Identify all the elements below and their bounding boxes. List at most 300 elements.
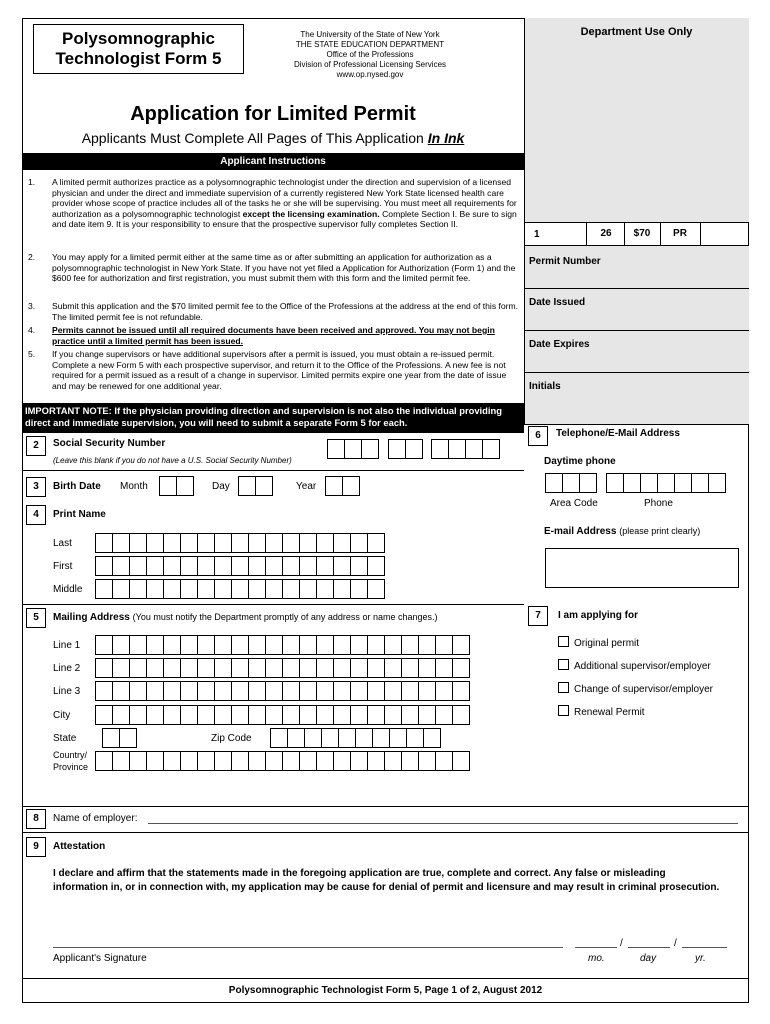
char-cell[interactable] — [401, 635, 419, 655]
char-cell[interactable] — [623, 473, 641, 493]
char-cell[interactable] — [282, 705, 300, 725]
char-cell[interactable] — [333, 579, 351, 599]
char-cell[interactable] — [248, 556, 266, 576]
char-cell[interactable] — [129, 579, 147, 599]
char-cell[interactable] — [180, 705, 198, 725]
char-cell[interactable] — [129, 533, 147, 553]
instruction-number: 2. — [28, 252, 36, 262]
char-cell[interactable] — [367, 533, 385, 553]
char-cell[interactable] — [146, 705, 164, 725]
char-cell[interactable] — [180, 556, 198, 576]
char-cell[interactable] — [163, 533, 181, 553]
char-cell[interactable] — [338, 728, 356, 748]
char-cell[interactable] — [579, 473, 597, 493]
char-cell[interactable] — [418, 705, 436, 725]
char-cell[interactable] — [304, 728, 322, 748]
char-cell[interactable] — [389, 728, 407, 748]
char-cell[interactable] — [265, 681, 283, 701]
department-use-title: Department Use Only — [580, 26, 693, 38]
middle-name-label: Middle — [53, 584, 83, 595]
char-cell[interactable] — [448, 439, 466, 459]
instruction-2 — [28, 252, 522, 284]
char-cell[interactable] — [282, 579, 300, 599]
char-cell[interactable] — [248, 579, 266, 599]
char-cell[interactable] — [265, 579, 283, 599]
char-cell[interactable] — [265, 635, 283, 655]
day-label: Day — [212, 481, 230, 492]
char-cell[interactable] — [159, 476, 177, 496]
char-cell[interactable] — [129, 658, 147, 678]
char-cell[interactable] — [214, 751, 232, 771]
divider — [624, 222, 625, 246]
office-name: Office of the Professions — [326, 50, 414, 59]
char-cell[interactable] — [299, 635, 317, 655]
char-cell[interactable] — [231, 556, 249, 576]
char-cell[interactable] — [282, 556, 300, 576]
char-cell[interactable] — [214, 533, 232, 553]
char-cell[interactable] — [163, 658, 181, 678]
issuer-block — [270, 30, 470, 80]
divider — [22, 470, 524, 471]
char-cell[interactable] — [640, 473, 658, 493]
char-cell[interactable] — [180, 533, 198, 553]
mo-label: mo. — [588, 953, 605, 964]
month-label: Month — [120, 481, 148, 492]
char-cell[interactable] — [435, 705, 453, 725]
option-original-permit[interactable] — [558, 636, 639, 649]
char-cell[interactable] — [361, 439, 379, 459]
area-code-input[interactable] — [545, 473, 596, 493]
char-cell[interactable] — [299, 533, 317, 553]
char-cell[interactable] — [657, 473, 675, 493]
option-label: Change of supervisor/employer — [574, 684, 713, 695]
char-cell[interactable] — [238, 476, 256, 496]
char-cell[interactable] — [95, 556, 113, 576]
char-cell[interactable] — [333, 533, 351, 553]
char-cell[interactable] — [452, 705, 470, 725]
instruction-3 — [28, 301, 522, 322]
char-cell[interactable] — [431, 439, 449, 459]
char-cell[interactable] — [180, 658, 198, 678]
section-7-number: 7 — [528, 606, 548, 626]
char-cell[interactable] — [350, 635, 368, 655]
char-cell[interactable] — [146, 681, 164, 701]
country-input[interactable] — [95, 751, 469, 771]
char-cell[interactable] — [95, 579, 113, 599]
char-cell[interactable] — [95, 533, 113, 553]
char-cell[interactable] — [482, 439, 500, 459]
char-cell[interactable] — [231, 635, 249, 655]
char-cell[interactable] — [129, 751, 147, 771]
char-cell[interactable] — [333, 658, 351, 678]
department-use-panel — [524, 18, 749, 246]
char-cell[interactable] — [231, 681, 249, 701]
char-cell[interactable] — [248, 751, 266, 771]
char-cell[interactable] — [265, 533, 283, 553]
char-cell[interactable] — [265, 658, 283, 678]
char-cell[interactable] — [95, 751, 113, 771]
char-cell[interactable] — [282, 635, 300, 655]
char-cell[interactable] — [282, 751, 300, 771]
char-cell[interactable] — [129, 556, 147, 576]
char-cell[interactable] — [384, 751, 402, 771]
first-name-input[interactable] — [95, 556, 384, 576]
char-cell[interactable] — [197, 705, 215, 725]
char-cell[interactable] — [674, 473, 692, 493]
char-cell[interactable] — [163, 681, 181, 701]
char-cell[interactable] — [287, 728, 305, 748]
middle-name-input[interactable] — [95, 579, 384, 599]
day-short-label: day — [640, 953, 657, 964]
char-cell[interactable] — [197, 533, 215, 553]
email-label — [544, 526, 700, 537]
section-4-number: 4 — [26, 505, 46, 525]
char-cell[interactable] — [282, 681, 300, 701]
char-cell[interactable] — [265, 556, 283, 576]
birth-month-input[interactable] — [159, 476, 193, 496]
char-cell[interactable] — [401, 681, 419, 701]
zip-input[interactable] — [270, 728, 440, 748]
char-cell[interactable] — [248, 635, 266, 655]
char-cell[interactable] — [197, 635, 215, 655]
ssn-area-input[interactable] — [327, 439, 378, 459]
char-cell[interactable] — [197, 751, 215, 771]
char-cell[interactable] — [367, 635, 385, 655]
char-cell[interactable] — [95, 635, 113, 655]
char-cell[interactable] — [197, 681, 215, 701]
char-cell[interactable] — [299, 705, 317, 725]
char-cell[interactable] — [452, 635, 470, 655]
char-cell[interactable] — [299, 556, 317, 576]
email-title: E-mail Address — [544, 526, 617, 537]
char-cell[interactable] — [316, 751, 334, 771]
char-cell[interactable] — [197, 658, 215, 678]
char-cell[interactable] — [180, 579, 198, 599]
fee-value: $70 — [633, 228, 651, 239]
divider — [22, 832, 749, 833]
char-cell[interactable] — [265, 751, 283, 771]
char-cell[interactable] — [405, 439, 423, 459]
section-6-number: 6 — [528, 426, 548, 446]
char-cell[interactable] — [350, 533, 368, 553]
char-cell[interactable] — [333, 681, 351, 701]
char-cell[interactable] — [146, 556, 164, 576]
birth-year-input[interactable] — [325, 476, 359, 496]
char-cell[interactable] — [327, 439, 345, 459]
divider — [700, 222, 701, 246]
instructions-header: Applicant Instructions — [22, 153, 524, 170]
phone-label: Phone — [644, 498, 673, 509]
char-cell[interactable] — [350, 556, 368, 576]
email-hint: (please print clearly) — [619, 526, 701, 536]
area-code-label: Area Code — [550, 498, 598, 509]
char-cell[interactable] — [418, 681, 436, 701]
char-cell[interactable] — [112, 533, 130, 553]
char-cell[interactable] — [316, 658, 334, 678]
employer-input[interactable] — [148, 823, 738, 824]
char-cell[interactable] — [350, 579, 368, 599]
char-cell[interactable] — [333, 751, 351, 771]
char-cell[interactable] — [146, 579, 164, 599]
address-line2-input[interactable] — [95, 658, 469, 678]
char-cell[interactable] — [384, 681, 402, 701]
char-cell[interactable] — [418, 635, 436, 655]
char-cell[interactable] — [333, 556, 351, 576]
char-cell[interactable] — [197, 579, 215, 599]
print-name-label: Print Name — [53, 509, 106, 520]
char-cell[interactable] — [129, 705, 147, 725]
char-cell[interactable] — [231, 533, 249, 553]
char-cell[interactable] — [316, 635, 334, 655]
char-cell[interactable] — [231, 751, 249, 771]
char-cell[interactable] — [129, 681, 147, 701]
phone-input[interactable] — [606, 473, 725, 493]
char-cell[interactable] — [401, 658, 419, 678]
instruction-text: A limited permit authorizes practice as a polysomnographic technologist under the direction and supervision of a licensed physician and under the direct and immediate supervision of a currently registered New York State licensed health care provider whose scope of practice includes all of the tasks he or she will be supervising. You must meet all requirements for authorization as a polysomnographic technologist — [52, 177, 517, 219]
permit-number-label: Permit Number — [529, 256, 601, 267]
date-issued-label: Date Issued — [529, 297, 586, 308]
char-cell[interactable] — [452, 681, 470, 701]
char-cell[interactable] — [129, 635, 147, 655]
last-name-input[interactable] — [95, 533, 384, 553]
char-cell[interactable] — [342, 476, 360, 496]
char-cell[interactable] — [401, 705, 419, 725]
char-cell[interactable] — [248, 705, 266, 725]
char-cell[interactable] — [282, 658, 300, 678]
char-cell[interactable] — [452, 658, 470, 678]
char-cell[interactable] — [214, 635, 232, 655]
char-cell[interactable] — [299, 681, 317, 701]
char-cell[interactable] — [180, 635, 198, 655]
char-cell[interactable] — [231, 705, 249, 725]
char-cell[interactable] — [146, 635, 164, 655]
char-cell[interactable] — [350, 681, 368, 701]
instruction-emphasis: except the licensing examination. — [242, 208, 380, 219]
char-cell[interactable] — [163, 705, 181, 725]
char-cell[interactable] — [180, 751, 198, 771]
char-cell[interactable] — [214, 658, 232, 678]
divider — [22, 978, 749, 979]
signature-year-input[interactable] — [682, 947, 727, 948]
instruction-4 — [28, 325, 522, 346]
divider — [660, 222, 661, 246]
char-cell[interactable] — [367, 556, 385, 576]
char-cell[interactable] — [333, 635, 351, 655]
char-cell[interactable] — [350, 751, 368, 771]
char-cell[interactable] — [418, 658, 436, 678]
checkbox-icon[interactable] — [558, 682, 569, 693]
char-cell[interactable] — [708, 473, 726, 493]
checkbox-icon[interactable] — [558, 636, 569, 647]
option-additional-supervisor[interactable] — [558, 659, 711, 672]
char-cell[interactable] — [255, 476, 273, 496]
city-input[interactable] — [95, 705, 469, 725]
char-cell[interactable] — [299, 751, 317, 771]
instruction-text: If you change supervisors or have additional supervisors after a permit is issued, you must obtain a re-issued permit. Complete a new Form 5 with each prospective supervisor, and return it to the Office of the Professions. A new fee is not required for a permit issued as a result of a change in supervisor. Limited permits expire one year from the date of issue and may be renewed for one additional year. — [52, 349, 507, 391]
char-cell[interactable] — [423, 728, 441, 748]
date-expires-label: Date Expires — [529, 339, 590, 350]
char-cell[interactable] — [163, 556, 181, 576]
checkbox-icon[interactable] — [558, 705, 569, 716]
char-cell[interactable] — [435, 751, 453, 771]
option-renewal-permit[interactable] — [558, 705, 645, 718]
birth-day-input[interactable] — [238, 476, 272, 496]
char-cell[interactable] — [102, 728, 120, 748]
section-9-number: 9 — [26, 837, 46, 857]
char-cell[interactable] — [163, 579, 181, 599]
instruction-1 — [28, 177, 522, 230]
char-cell[interactable] — [452, 751, 470, 771]
char-cell[interactable] — [112, 658, 130, 678]
city-label: City — [53, 710, 71, 721]
zip-label: Zip Code — [211, 733, 252, 744]
line3-label: Line 3 — [53, 686, 81, 697]
subtitle-ink: In Ink — [427, 130, 465, 146]
char-cell[interactable] — [112, 751, 130, 771]
char-cell[interactable] — [146, 751, 164, 771]
mailing-address-hint: (You must notify the Department promptly of any address or name changes.) — [132, 612, 438, 622]
divider — [524, 372, 749, 373]
birth-date-label: Birth Date — [53, 481, 101, 492]
char-cell[interactable] — [214, 681, 232, 701]
char-cell[interactable] — [316, 533, 334, 553]
signature-input[interactable] — [53, 947, 563, 948]
telephone-email-label: Telephone/E-Mail Address — [556, 428, 680, 439]
ssn-serial-input[interactable] — [431, 439, 499, 459]
char-cell[interactable] — [112, 556, 130, 576]
yr-label: yr. — [695, 953, 706, 964]
char-cell[interactable] — [418, 751, 436, 771]
divider — [524, 288, 749, 289]
instruction-text: Submit this application and the $70 limited permit fee to the Office of the Professions at the address at the end of this form. The limited permit fee is not refundable. — [52, 301, 519, 322]
char-cell[interactable] — [119, 728, 137, 748]
char-cell[interactable] — [231, 579, 249, 599]
char-cell[interactable] — [367, 751, 385, 771]
char-cell[interactable] — [350, 658, 368, 678]
char-cell[interactable] — [214, 556, 232, 576]
char-cell[interactable] — [355, 728, 373, 748]
attestation-text: I declare and affirm that the statements made in the foregoing application are true, complete and correct. Any false or misleading information in, or in connection with, my application may be cause for denial of permit and licensure and may result in criminal prosecution. — [53, 868, 720, 893]
section-3-number: 3 — [26, 477, 46, 497]
email-input[interactable] — [545, 548, 739, 588]
instruction-number: 1. — [28, 177, 36, 187]
char-cell[interactable] — [367, 658, 385, 678]
divider — [524, 424, 749, 425]
char-cell[interactable] — [465, 439, 483, 459]
main-title: Application for Limited Permit — [130, 103, 416, 125]
char-cell[interactable] — [176, 476, 194, 496]
code-26: 26 — [600, 228, 612, 239]
char-cell[interactable] — [325, 476, 343, 496]
char-cell[interactable] — [401, 751, 419, 771]
char-cell[interactable] — [146, 533, 164, 553]
char-cell[interactable] — [691, 473, 709, 493]
char-cell[interactable] — [197, 556, 215, 576]
option-change-supervisor[interactable] — [558, 682, 713, 695]
char-cell[interactable] — [248, 681, 266, 701]
char-cell[interactable] — [146, 658, 164, 678]
char-cell[interactable] — [435, 658, 453, 678]
char-cell[interactable] — [316, 556, 334, 576]
char-cell[interactable] — [180, 681, 198, 701]
char-cell[interactable] — [344, 439, 362, 459]
char-cell[interactable] — [95, 658, 113, 678]
char-cell[interactable] — [112, 635, 130, 655]
important-note: IMPORTANT NOTE: If the physician providing direction and supervision is not also the individual providing direct and immediate supervision, you will need to submit a separate Form 5 for each. — [22, 403, 524, 432]
form-title: Polysomnographic Technologist Form 5 — [33, 24, 244, 74]
char-cell[interactable] — [545, 473, 563, 493]
char-cell[interactable] — [606, 473, 624, 493]
char-cell[interactable] — [299, 579, 317, 599]
char-cell[interactable] — [384, 705, 402, 725]
char-cell[interactable] — [384, 658, 402, 678]
date-separator: / — [620, 938, 623, 949]
checkbox-icon[interactable] — [558, 659, 569, 670]
char-cell[interactable] — [388, 439, 406, 459]
char-cell[interactable] — [333, 705, 351, 725]
divider — [586, 222, 587, 246]
signature-day-input[interactable] — [628, 947, 670, 948]
char-cell[interactable] — [231, 658, 249, 678]
char-cell[interactable] — [435, 681, 453, 701]
char-cell[interactable] — [367, 705, 385, 725]
char-cell[interactable] — [112, 681, 130, 701]
char-cell[interactable] — [316, 681, 334, 701]
char-cell[interactable] — [562, 473, 580, 493]
char-cell[interactable] — [248, 658, 266, 678]
divider — [22, 806, 749, 807]
char-cell[interactable] — [95, 681, 113, 701]
char-cell[interactable] — [112, 705, 130, 725]
dept-fields-area — [524, 246, 749, 424]
address-line3-input[interactable] — [95, 681, 469, 701]
char-cell[interactable] — [163, 751, 181, 771]
char-cell[interactable] — [316, 705, 334, 725]
char-cell[interactable] — [350, 705, 368, 725]
char-cell[interactable] — [214, 705, 232, 725]
option-label: Original permit — [574, 638, 640, 649]
char-cell[interactable] — [384, 635, 402, 655]
address-line1-input[interactable] — [95, 635, 469, 655]
char-cell[interactable] — [282, 533, 300, 553]
char-cell[interactable] — [248, 533, 266, 553]
ssn-group-input[interactable] — [388, 439, 422, 459]
char-cell[interactable] — [406, 728, 424, 748]
char-cell[interactable] — [321, 728, 339, 748]
char-cell[interactable] — [95, 705, 113, 725]
instruction-text: Complete Section I. Be sure to sign and date item 9. It is your responsibility to ensure that the prospective supervisor fully completes Section II. — [52, 208, 517, 230]
daytime-phone-label: Daytime phone — [544, 456, 616, 467]
char-cell[interactable] — [316, 579, 334, 599]
char-cell[interactable] — [270, 728, 288, 748]
initials-label: Initials — [529, 381, 561, 392]
char-cell[interactable] — [435, 635, 453, 655]
province-label: Province — [53, 762, 89, 772]
attestation-label: Attestation — [53, 841, 106, 852]
char-cell[interactable] — [299, 658, 317, 678]
char-cell[interactable] — [214, 579, 232, 599]
char-cell[interactable] — [372, 728, 390, 748]
state-input[interactable] — [102, 728, 136, 748]
char-cell[interactable] — [112, 579, 130, 599]
dept-box-number: 1 — [534, 229, 540, 240]
instruction-text: You may apply for a limited permit either at the same time as or after submitting an application for authorization as a polysomnographic technologist in New York State. If you have not yet filed a Application for Authorization (Form 1) and the $600 fee for authorization and first registration, you must submit them with this form and the limited permit fee. — [52, 252, 516, 284]
char-cell[interactable] — [367, 681, 385, 701]
char-cell[interactable] — [367, 579, 385, 599]
char-cell[interactable] — [265, 705, 283, 725]
char-cell[interactable] — [163, 635, 181, 655]
signature-month-input[interactable] — [575, 947, 617, 948]
